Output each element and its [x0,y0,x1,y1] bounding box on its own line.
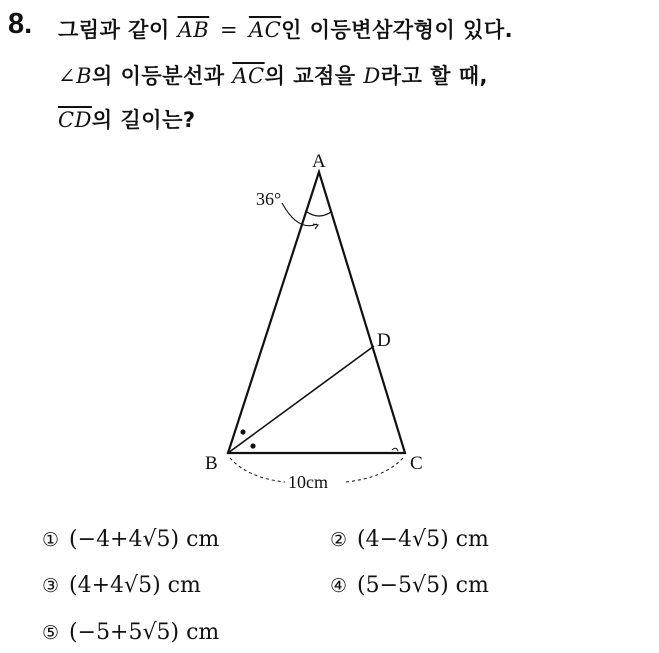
line1-prefix: 그림과 같이 [58,18,178,42]
choice-4-mark: ④ [330,575,348,597]
bisector-bd [228,346,374,453]
segment-ac: $\overline{AC}$ [248,18,282,42]
segment-ab: $\overline{AB}$ [177,18,210,42]
choice-2[interactable] [330,527,489,552]
bisect-mark-1 [240,429,245,434]
question-number: 8. [8,8,33,40]
choice-2-mark: ② [330,529,348,551]
segment-cd: $\overline{CD}$ [58,108,92,132]
label-base-length: 10cm [288,472,328,492]
choice-1-text: (−4+4√5) cm [69,527,220,552]
angle-c-mark [392,448,398,451]
line1-suffix: 인 이등변삼각형이 있다. [281,18,514,42]
line2-text-2: 의 교점을 [264,64,364,88]
choice-4-text: (5−5√5) cm [357,573,489,598]
choice-4[interactable] [330,573,489,598]
segment-ac-2: $\overline{AC}$ [232,64,265,88]
bisect-mark-2 [250,443,255,448]
choice-3-mark: ③ [42,575,60,597]
choice-3-text: (4+4√5) cm [69,573,201,598]
equals-sign: = [219,18,239,42]
choice-5[interactable] [42,620,219,645]
angle-b: ∠B [58,64,93,88]
label-d: D [377,330,391,351]
choice-1[interactable] [42,527,219,552]
label-angle-36: 36° [256,189,282,209]
label-c: C [410,453,423,474]
choice-5-text: (−5+5√5) cm [69,620,220,645]
line2-text-1: 의 이등분선과 [92,64,233,88]
choice-5-mark: ⑤ [42,622,60,644]
label-a: A [312,151,326,172]
apex-angle-arc [307,212,331,216]
choice-1-mark: ① [42,529,60,551]
line2-text-3: 라고 할 때, [380,64,488,88]
point-d: D [363,64,381,88]
choice-2-text: (4−4√5) cm [357,527,489,552]
base-dim-left [230,458,285,482]
label-b: B [205,453,218,474]
line3-text: 의 길이는? [91,108,196,132]
base-dim-right [346,458,403,482]
choice-3[interactable] [42,573,201,598]
triangle-abc [228,172,405,453]
